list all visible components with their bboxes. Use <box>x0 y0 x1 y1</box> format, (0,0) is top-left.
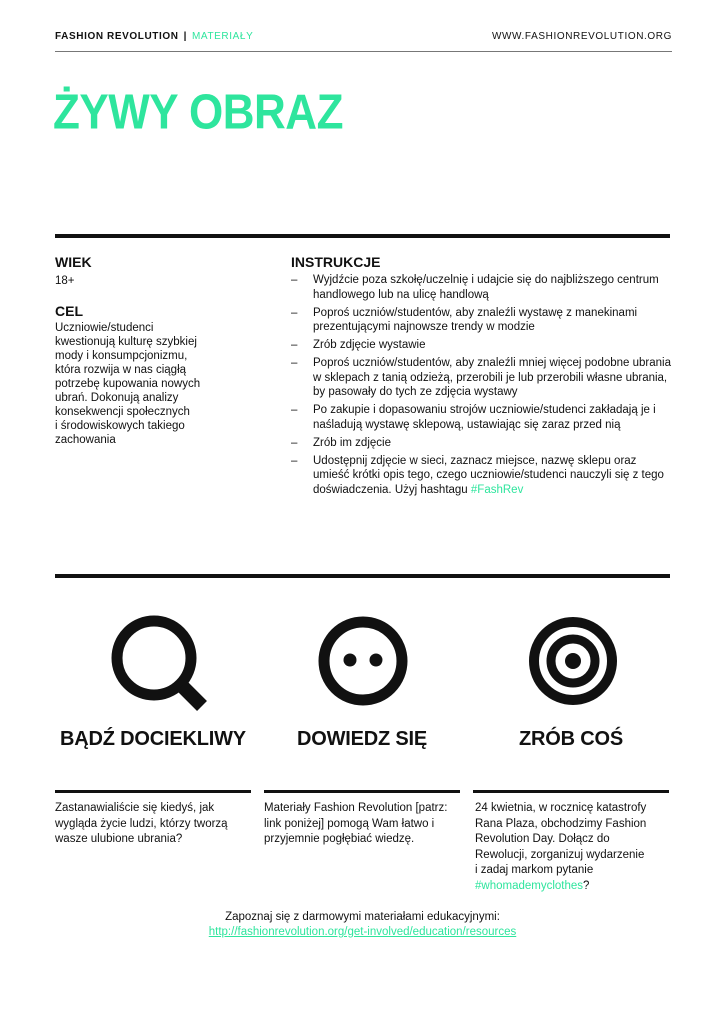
goal-line: kwestionują kulturę szybkiej <box>55 336 197 348</box>
hashtag-fashrev: #FashRev <box>470 483 524 496</box>
brand-name: FASHION REVOLUTION <box>55 31 179 42</box>
column-text-curious <box>55 801 255 848</box>
column-divider <box>55 790 251 793</box>
instruction-item: – Po zakupie i dopasowaniu strojów uczniowie/studenci zakładają je i naśladują wystawę sklepową, ustawiając się zaraz przed nią <box>291 404 656 431</box>
column-divider <box>473 790 669 793</box>
header-separator: | <box>183 31 187 42</box>
footer-text: Zapoznaj się z darmowymi materiałami edukacyjnymi: <box>225 911 500 923</box>
page-title: ŻYWY OBRAZ <box>53 84 343 140</box>
text-line: Rana Plaza, obchodzimy Fashion <box>475 817 647 830</box>
goal-line: potrzebę kupowania nowych <box>55 378 201 390</box>
goal-line: ubrań. Dokonują analizy <box>55 392 179 404</box>
section-divider-top <box>55 234 670 238</box>
column-title-learn: DOWIEDZ SIĘ <box>296 728 428 750</box>
text-line: Rewolucji, zorganizuj wydarzenie <box>475 848 645 861</box>
goal-line: i środowiskowych takiego <box>55 420 185 432</box>
text-line: Materiały Fashion Revolution [patrz: <box>264 802 448 814</box>
age-value: 18+ <box>55 275 75 287</box>
goal-heading: CEL <box>55 303 83 319</box>
text-line: 24 kwietnia, w rocznicę katastrofy <box>475 802 647 814</box>
instruction-item: – Poproś uczniów/studentów, aby znaleźli wystawę z manekinami prezentującymi najnowsze trendy w modzie <box>291 306 638 333</box>
column-text-learn <box>264 801 464 848</box>
section-name: MATERIAŁY <box>192 31 254 42</box>
target-icon <box>526 614 620 708</box>
instruction-item: – Zrób zdjęcie wystawie <box>291 339 426 351</box>
text-line: i zadaj markom pytanie <box>475 864 594 876</box>
goal-line: Uczniowie/studenci <box>55 322 154 334</box>
section-divider-middle <box>55 574 670 578</box>
text-line: przyjemnie pogłębiać wiedzę. <box>264 833 415 845</box>
instruction-item: – Poproś uczniów/studentów, aby znaleźli mniej więcej podobne ubrania w sklepach z tanią odzieżą, przerobili je lub przerobili własne ubrania, by pasowały do tych ze zdjęcia wystawy <box>291 357 671 398</box>
face-icon <box>316 614 410 708</box>
text-line: Revolution Day. Dołącz do <box>475 833 610 845</box>
resources-link[interactable]: http://fashionrevolution.org/get-involved/education/resources <box>208 926 517 938</box>
column-divider <box>264 790 460 793</box>
age-heading: WIEK <box>55 254 92 270</box>
goal-line: zachowania <box>55 434 116 446</box>
goal-line: konsekwencji społecznych <box>55 406 190 418</box>
instruction-item: – Wyjdźcie poza szkołę/uczelnię i udajcie się do najbliższego centrum handlowego lub na ulicę handlową <box>291 274 659 301</box>
instructions-list <box>291 273 676 501</box>
instructions-heading: INSTRUKCJE <box>291 254 381 270</box>
text-line: wygląda życie ludzi, którzy tworzą <box>55 817 228 830</box>
column-title-act: ZRÓB COŚ <box>519 728 623 750</box>
magnifier-icon <box>108 612 210 714</box>
column-text-act <box>475 801 675 894</box>
text-line: #whomademyclothes? <box>475 879 590 892</box>
text-line: wasze ulubione ubrania? <box>55 833 183 845</box>
goal-line: która rozwija w nas ciągłą <box>55 364 187 376</box>
footer <box>0 910 725 940</box>
goal-text <box>55 321 255 447</box>
goal-line: mody i konsumpcjonizmu, <box>55 350 188 362</box>
text-line: Zastanawialiście się kiedyś, jak <box>55 802 215 814</box>
instruction-item: – Zrób im zdjęcie <box>291 436 391 449</box>
instruction-item: – Udostępnij zdjęcie w sieci, zaznacz miejsce, nazwę sklepu oraz umieść krótki opis tego, czego uczniowie/studenci nauczyli się z tego doświadczenia. Użyj hashtagu #FashRev <box>291 454 664 496</box>
hashtag-whomademyclothes: #whomademyclothes <box>475 879 584 892</box>
column-title-curious: BĄDŹ DOCIEKLIWY <box>60 728 246 750</box>
page-header <box>55 30 672 52</box>
brand <box>55 31 253 42</box>
website-url: WWW.FASHIONREVOLUTION.ORG <box>491 31 672 42</box>
text-line: link poniżej] pomogą Wam łatwo i <box>264 817 435 830</box>
